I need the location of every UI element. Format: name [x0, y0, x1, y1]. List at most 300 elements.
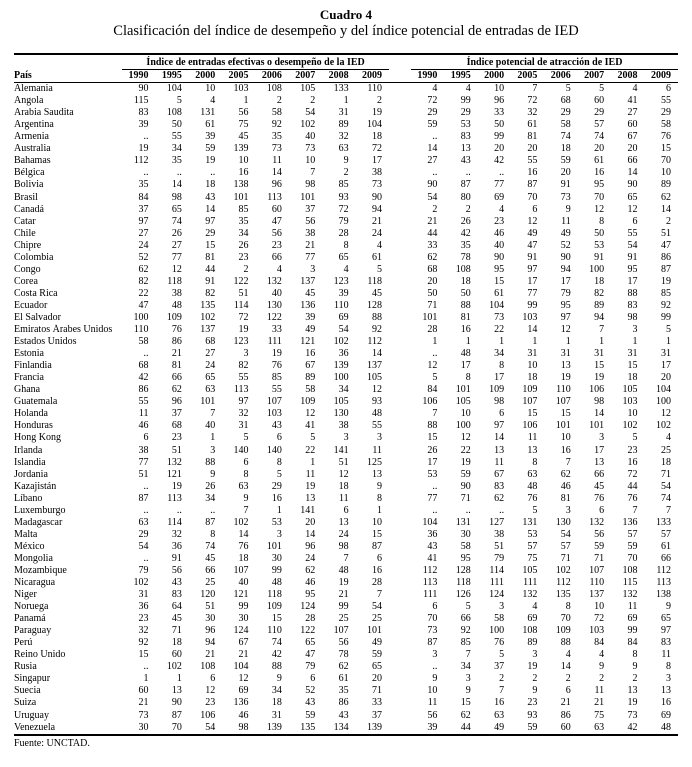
value-cell: 99 [338, 601, 349, 613]
value-cell: 24 [372, 227, 382, 239]
value-cell: 1 [632, 336, 638, 348]
value-cell: 60 [560, 721, 571, 733]
value-cell: 42 [271, 649, 282, 661]
value-cell: 1 [377, 504, 382, 516]
value-cell: 51 [171, 444, 182, 456]
value-cell: 3 [276, 528, 282, 540]
country-name: Arabia Saudita [14, 107, 74, 119]
value-cell: 16 [494, 697, 505, 709]
value-cell: 34 [205, 492, 216, 504]
value-cell: 135 [555, 589, 571, 601]
value-cell: 98 [305, 179, 316, 191]
value-cell: 58 [494, 613, 505, 625]
value-cell: 4 [432, 83, 438, 95]
value-cell: .. [432, 131, 438, 143]
value-cell: 17 [494, 372, 505, 384]
value-cell: 35 [460, 239, 471, 251]
value-cell: 5 [310, 432, 316, 444]
value-cell: 19 [271, 348, 282, 360]
country-name: Mongolia [14, 552, 53, 564]
value-cell: 122 [233, 275, 249, 287]
value-cell: 3 [243, 348, 249, 360]
country-name: Chipre [14, 239, 42, 251]
column-gap [389, 95, 411, 107]
value-cell: 88 [271, 661, 282, 673]
value-cell: 61 [494, 287, 505, 299]
value-cell: 55 [138, 396, 149, 408]
value-cell: 21 [338, 589, 349, 601]
country-name: Paraguay [14, 625, 52, 637]
column-gap [389, 348, 411, 360]
value-cell: 110 [367, 83, 382, 95]
value-cell: 12 [338, 468, 349, 480]
value-cell: 40 [494, 239, 505, 251]
value-cell: 107 [555, 396, 571, 408]
country-name: Honduras [14, 420, 53, 432]
value-cell: 5 [432, 372, 438, 384]
column-gap [389, 649, 411, 661]
value-cell: 26 [205, 480, 216, 492]
value-cell: 60 [627, 119, 638, 131]
value-cell: 103 [589, 625, 605, 637]
value-cell: 78 [338, 649, 349, 661]
value-cell: 19 [627, 697, 638, 709]
value-cell: 54 [427, 191, 438, 203]
value-cell: 99 [238, 601, 249, 613]
value-cell: 70 [527, 191, 538, 203]
value-cell: 90 [494, 251, 505, 263]
value-cell: 71 [560, 552, 571, 564]
value-cell: 21 [171, 348, 182, 360]
value-cell: 68 [427, 263, 438, 275]
value-cell: 114 [167, 516, 182, 528]
value-cell: 4 [666, 432, 671, 444]
value-cell: 77 [171, 251, 182, 263]
value-cell: 3 [599, 432, 605, 444]
value-cell: 92 [138, 637, 149, 649]
value-cell: 66 [205, 564, 216, 576]
value-cell: 40 [271, 287, 282, 299]
table-row [14, 457, 678, 469]
value-cell: 20 [305, 516, 316, 528]
country-name: Ecuador [14, 299, 48, 311]
value-cell: 7 [565, 456, 571, 468]
value-cell: 76 [527, 492, 538, 504]
value-cell: 71 [372, 685, 382, 697]
value-cell: 83 [494, 480, 505, 492]
value-cell: 107 [266, 396, 282, 408]
value-cell: 137 [300, 275, 316, 287]
value-cell: 16 [305, 348, 316, 360]
year-header: 2000 [478, 70, 511, 83]
value-cell: 54 [138, 540, 149, 552]
value-cell: .. [499, 504, 505, 516]
country-name: Bélgica [14, 167, 45, 179]
value-cell: 2 [276, 95, 282, 107]
value-cell: 70 [627, 552, 638, 564]
value-cell: 21 [427, 215, 438, 227]
value-cell: 7 [632, 504, 638, 516]
table-number-title: Cuadro 4 [319, 7, 373, 22]
value-cell: 9 [632, 661, 638, 673]
value-cell: 16 [271, 492, 282, 504]
value-cell: 106 [422, 396, 438, 408]
value-cell: 48 [661, 721, 671, 733]
value-cell: 61 [527, 119, 538, 131]
value-cell: 98 [171, 191, 182, 203]
value-cell: 92 [661, 299, 671, 311]
value-cell: 61 [205, 119, 216, 131]
value-cell: 6 [599, 504, 605, 516]
value-cell: 5 [499, 649, 505, 661]
column-gap [389, 300, 411, 312]
value-cell: 65 [627, 191, 638, 203]
value-cell: 29 [138, 528, 149, 540]
value-cell: 7 [243, 504, 249, 516]
value-cell: 18 [527, 372, 538, 384]
value-cell: 21 [372, 215, 382, 227]
value-cell: 47 [271, 215, 282, 227]
value-cell: 1 [565, 336, 571, 348]
value-cell: .. [432, 348, 438, 360]
value-cell: 18 [594, 275, 605, 287]
value-cell: 6 [310, 673, 316, 685]
value-cell: 19 [460, 456, 471, 468]
value-cell: 14 [305, 528, 316, 540]
value-cell: 44 [205, 263, 216, 275]
value-cell: 95 [627, 263, 638, 275]
value-cell: 30 [205, 613, 216, 625]
value-cell: .. [143, 480, 149, 492]
value-cell: 84 [627, 637, 638, 649]
value-cell: 102 [300, 119, 316, 131]
value-cell: 18 [661, 456, 671, 468]
value-cell: 58 [560, 119, 571, 131]
table-row [14, 240, 678, 252]
year-header: 2000 [189, 70, 222, 83]
value-cell: 6 [377, 552, 382, 564]
country-name: Islandia [14, 456, 46, 468]
value-cell: 67 [238, 637, 249, 649]
value-cell: 6 [532, 203, 538, 215]
value-cell: 56 [171, 564, 182, 576]
value-cell: .. [432, 504, 438, 516]
value-cell: 74 [661, 492, 671, 504]
value-cell: 113 [267, 191, 282, 203]
value-cell: 54 [560, 528, 571, 540]
country-name: Catar [14, 215, 36, 227]
value-cell: 106 [589, 384, 605, 396]
value-cell: 43 [271, 420, 282, 432]
value-cell: 88 [627, 287, 638, 299]
value-cell: 57 [627, 528, 638, 540]
value-cell: 12 [205, 685, 216, 697]
value-cell: 95 [460, 552, 471, 564]
country-name: Armenia [14, 131, 49, 143]
value-cell: 87 [661, 263, 671, 275]
value-cell: 94 [205, 637, 216, 649]
value-cell: 15 [427, 432, 438, 444]
value-cell: 7 [499, 685, 505, 697]
value-cell: 15 [460, 697, 471, 709]
value-cell: 8 [532, 456, 538, 468]
value-cell: 43 [460, 155, 471, 167]
value-cell: 9 [565, 203, 571, 215]
country-name: Niger [14, 589, 37, 601]
value-cell: 27 [627, 107, 638, 119]
column-gap [389, 420, 411, 432]
value-cell: 57 [594, 119, 605, 131]
country-name: Emiratos Árabes Unidos [14, 324, 113, 336]
value-cell: 139 [333, 360, 349, 372]
value-cell: 100 [133, 311, 149, 323]
value-cell: 63 [205, 384, 216, 396]
value-cell: 62 [171, 384, 182, 396]
country-name: Alemania [14, 83, 53, 95]
value-cell: 17 [372, 155, 382, 167]
value-cell: 130 [333, 408, 349, 420]
value-cell: 26 [171, 227, 182, 239]
value-cell: 7 [210, 408, 216, 420]
value-cell: 3 [565, 504, 571, 516]
value-cell: 76 [627, 492, 638, 504]
value-cell: 101 [589, 420, 605, 432]
value-cell: 39 [305, 311, 316, 323]
value-cell: 100 [455, 420, 471, 432]
column-gap [389, 661, 411, 673]
value-cell: 3 [343, 432, 349, 444]
value-cell: 141 [333, 444, 349, 456]
value-cell: 43 [338, 709, 349, 721]
value-cell: 10 [627, 408, 638, 420]
value-cell: 14 [527, 324, 538, 336]
value-cell: 4 [465, 83, 471, 95]
value-cell: 53 [427, 468, 438, 480]
value-cell: 108 [522, 625, 538, 637]
value-cell: .. [143, 552, 149, 564]
table-row [14, 204, 678, 216]
column-gap [389, 408, 411, 420]
value-cell: 108 [455, 263, 471, 275]
value-cell: 19 [171, 480, 182, 492]
column-gap [389, 119, 411, 131]
value-cell: 103 [622, 396, 638, 408]
value-cell: 4 [343, 263, 349, 275]
value-cell: 50 [427, 287, 438, 299]
value-cell: 59 [205, 143, 216, 155]
value-cell: .. [432, 480, 438, 492]
value-cell: 115 [622, 577, 638, 589]
value-cell: 11 [372, 444, 382, 456]
value-cell: 3 [432, 649, 438, 661]
country-name: Bolivia [14, 179, 44, 191]
value-cell: 10 [238, 155, 249, 167]
value-cell: 109 [489, 384, 505, 396]
value-cell: 23 [627, 444, 638, 456]
value-cell: 70 [661, 155, 671, 167]
value-cell: 23 [205, 697, 216, 709]
value-cell: 55 [661, 95, 671, 107]
value-cell: 48 [372, 408, 382, 420]
value-cell: 135 [200, 299, 216, 311]
table-row [14, 192, 678, 204]
value-cell: 101 [555, 420, 571, 432]
classification-table [14, 53, 678, 736]
value-cell: 105 [300, 83, 316, 95]
value-cell: 74 [171, 215, 182, 227]
table-title: Clasificación del índice de desempeño y del índice potencial de entradas de IED [113, 23, 579, 39]
value-cell: 98 [594, 396, 605, 408]
country-name: Corea [14, 275, 38, 287]
value-cell: 83 [138, 107, 149, 119]
value-cell: 62 [460, 709, 471, 721]
value-cell: 43 [305, 697, 316, 709]
column-gap [389, 710, 411, 722]
value-cell: .. [143, 167, 149, 179]
value-cell: 40 [238, 577, 249, 589]
value-cell: 97 [527, 263, 538, 275]
table-row [14, 264, 678, 276]
value-cell: 125 [367, 456, 382, 468]
column-gap [389, 143, 411, 155]
value-cell: 90 [560, 251, 571, 263]
value-cell: 89 [338, 119, 349, 131]
value-cell: 112 [556, 577, 571, 589]
value-cell: 100 [333, 372, 349, 384]
value-cell: 1 [666, 336, 671, 348]
value-cell: 1 [276, 504, 282, 516]
value-cell: 95 [594, 179, 605, 191]
value-cell: 87 [205, 516, 216, 528]
value-cell: 84 [594, 637, 605, 649]
value-cell: 85 [271, 372, 282, 384]
table-row [14, 288, 678, 300]
country-name: Suiza [14, 697, 37, 709]
value-cell: 9 [666, 601, 671, 613]
value-cell: 48 [171, 299, 182, 311]
value-cell: 135 [300, 721, 316, 733]
value-cell: 59 [560, 155, 571, 167]
year-header: 2005 [222, 70, 255, 83]
value-cell: 114 [233, 299, 249, 311]
value-cell: 8 [243, 468, 249, 480]
value-cell: 46 [494, 227, 505, 239]
value-cell: 86 [171, 336, 182, 348]
value-cell: 18 [238, 552, 249, 564]
value-cell: 22 [138, 287, 149, 299]
country-name: Brasil [14, 191, 38, 203]
value-cell: 21 [138, 697, 149, 709]
value-cell: 5 [176, 95, 182, 107]
table-row [14, 661, 678, 673]
value-cell: 54 [338, 324, 349, 336]
value-cell: 32 [527, 107, 538, 119]
value-cell: 36 [138, 601, 149, 613]
value-cell: 110 [333, 299, 349, 311]
value-cell: 96 [171, 396, 182, 408]
value-cell: 63 [527, 468, 538, 480]
value-cell: 69 [238, 685, 249, 697]
value-cell: 2 [499, 673, 505, 685]
value-cell: 56 [594, 528, 605, 540]
value-cell: 50 [171, 119, 182, 131]
value-cell: 50 [594, 227, 605, 239]
value-cell: 46 [305, 577, 316, 589]
value-cell: 31 [661, 348, 671, 360]
value-cell: 12 [427, 360, 438, 372]
country-name: Madagascar [14, 516, 63, 528]
value-cell: 74 [560, 131, 571, 143]
value-cell: 77 [527, 287, 538, 299]
value-cell: 104 [166, 83, 182, 95]
value-cell: 66 [460, 613, 471, 625]
value-cell: 7 [310, 167, 316, 179]
value-cell: 121 [233, 589, 249, 601]
column-gap [389, 240, 411, 252]
value-cell: 51 [494, 540, 505, 552]
value-cell: 61 [338, 673, 349, 685]
value-cell: 23 [138, 613, 149, 625]
value-cell: 72 [338, 203, 349, 215]
value-cell: 43 [427, 540, 438, 552]
value-cell: 12 [527, 215, 538, 227]
value-cell: 72 [238, 311, 249, 323]
value-cell: 102 [166, 661, 182, 673]
value-cell: 89 [305, 372, 316, 384]
value-cell: 29 [205, 227, 216, 239]
value-cell: 21 [560, 697, 571, 709]
value-cell: 39 [138, 119, 149, 131]
value-cell: 44 [627, 480, 638, 492]
value-cell: 58 [460, 540, 471, 552]
value-cell: 110 [589, 577, 605, 589]
value-cell: 14 [238, 528, 249, 540]
value-cell: 42 [494, 155, 505, 167]
value-cell: 24 [338, 528, 349, 540]
value-cell: 81 [171, 360, 182, 372]
value-cell: 54 [205, 721, 216, 733]
value-cell: 115 [133, 95, 149, 107]
value-cell: 31 [594, 348, 605, 360]
value-cell: 70 [171, 721, 182, 733]
value-cell: 5 [599, 83, 605, 95]
value-cell: 73 [560, 191, 571, 203]
value-cell: 111 [523, 577, 538, 589]
value-cell: 42 [627, 721, 638, 733]
value-cell: 141 [300, 504, 316, 516]
value-cell: 18 [627, 372, 638, 384]
value-cell: 59 [427, 119, 438, 131]
value-cell: 9 [465, 685, 471, 697]
value-cell: 66 [627, 155, 638, 167]
value-cell: 21 [238, 649, 249, 661]
value-cell: 10 [560, 432, 571, 444]
value-cell: 15 [627, 360, 638, 372]
country-name: Rusia [14, 661, 37, 673]
value-cell: 19 [661, 275, 671, 287]
country-name: Uruguay [14, 709, 49, 721]
table-row [14, 469, 678, 481]
country-name: Colombia [14, 251, 54, 263]
value-cell: 91 [594, 251, 605, 263]
value-cell: 12 [238, 673, 249, 685]
country-name: Francia [14, 372, 44, 384]
value-cell: 14 [171, 179, 182, 191]
value-cell: 65 [661, 613, 671, 625]
value-cell: 104 [656, 384, 671, 396]
value-cell: 2 [432, 203, 438, 215]
value-cell: 82 [594, 287, 605, 299]
